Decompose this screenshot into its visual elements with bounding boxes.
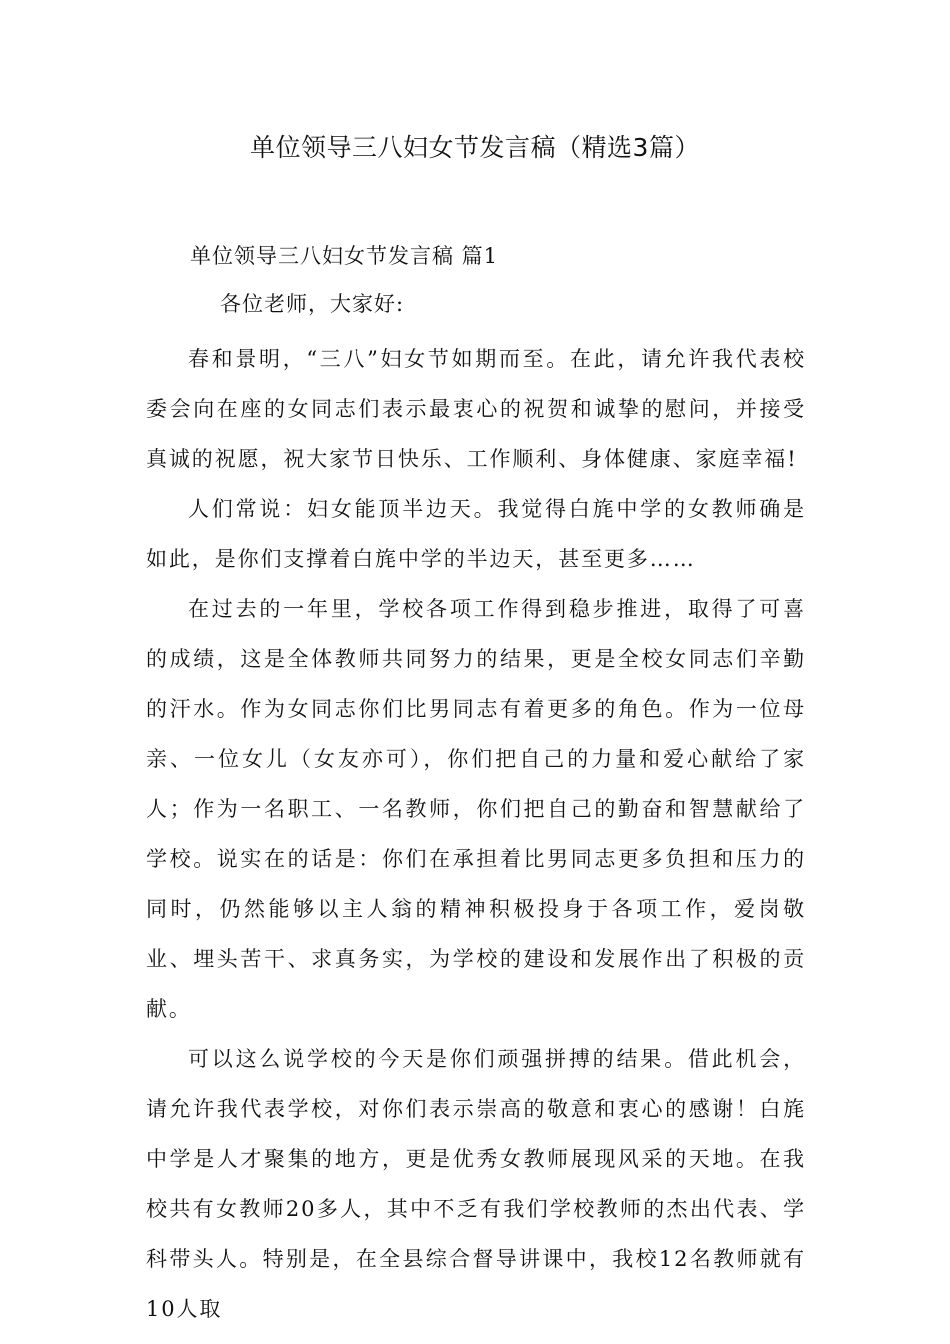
section-heading: 单位领导三八妇女节发言稿 篇1 [190,244,499,268]
paragraph-4: 可以这么说学校的今天是你们顽强拼搏的结果。借此机会，请允许我代表学校，对你们表示崇高的敬意和衷心的感谢！白旄中学是人才聚集的地方，更是优秀女教师展现风采的天地。在我校共有女教师20多人，其中不乏有我们学校教师的杰出代表、学科带头人。特别是，在全县综合督导讲课中，我校12名教师就有10人取 [146,1047,806,1321]
paragraph-3: 在过去的一年里，学校各项工作得到稳步推进，取得了可喜的成绩，这是全体教师共同努力的结果，更是全校女同志们辛勤的汗水。作为女同志你们比男同志有着更多的角色。作为一位母亲、一位女儿（女友亦可），你们把自己的力量和爱心献给了家人；作为一名职工、一名教师，你们把自己的勤奋和智慧献给了学校。说实在的话是：你们在承担着比男同志更多负担和压力的同时，仍然能够以主人翁的精神积极投身于各项工作，爱岗敬业、埋头苦干、求真务实，为学校的建设和发展作出了积极的贡献。 [146,597,806,1021]
paragraph-2: 人们常说：妇女能顶半边天。我觉得白旄中学的女教师确是如此，是你们支撑着白旄中学的半边天，甚至更多…… [146,497,806,571]
document-title: 单位领导三八妇女节发言稿（精选3篇） [250,133,700,162]
paragraph-1: 春和景明，“三八”妇女节如期而至。在此，请允许我代表校委会向在座的女同志们表示最衷心的祝贺和诚挚的慰问，并接受真诚的祝愿，祝大家节日快乐、工作顺利、身体健康、家庭幸福! [146,347,806,471]
greeting-line: 各位老师，大家好: [220,292,405,316]
document-body [146,334,806,1334]
